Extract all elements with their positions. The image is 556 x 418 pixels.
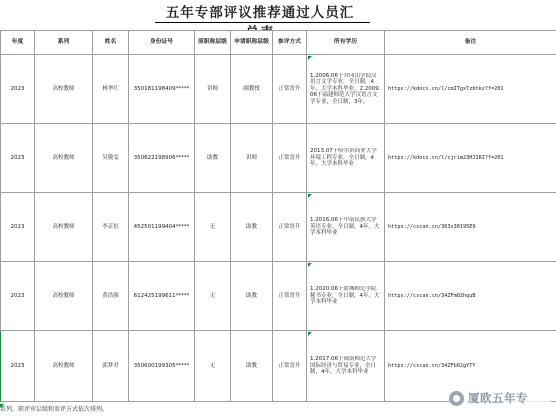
cell-id: 350622198906***** <box>129 124 195 193</box>
cell-year: 2023 <box>1 124 35 193</box>
cell-year: 2023 <box>1 55 35 124</box>
cell-prev-level: 助教 <box>195 124 231 193</box>
cell-note-link[interactable]: https://cscan.cn/34ZFm02hquB <box>385 262 556 331</box>
comment-marker <box>308 332 312 336</box>
cell-year: 2023 <box>1 331 35 402</box>
cell-history <box>307 262 385 331</box>
history-text: 1.2017.06于闽南师范大学国际经济与贸易专业，全日制，4年，大学本科毕业 <box>310 356 377 376</box>
comment-marker <box>308 56 312 60</box>
cell-series: 高校教师 <box>35 124 93 193</box>
header-year: 年度 <box>1 31 35 55</box>
cell-series: 高校教师 <box>35 193 93 262</box>
cell-name: 黄浩强 <box>93 262 129 331</box>
header-note: 备注 <box>385 31 556 55</box>
cell-apply-level: 助教 <box>231 331 273 402</box>
header-method: 参评方式 <box>273 31 307 55</box>
watermark-text: 厦欧五年专 <box>468 391 528 405</box>
cell-history <box>307 331 385 402</box>
header-series: 系列 <box>35 31 93 55</box>
cell-method: 正常晋升 <box>273 55 307 124</box>
cell-note-link[interactable]: https://kdocs.cn/l/cmITgxTzbtkz?f=201 <box>385 55 556 124</box>
comment-marker <box>308 263 312 267</box>
cell-prev-level: 讲师 <box>195 55 231 124</box>
cell-method: 正常晋升 <box>273 331 307 402</box>
header-row <box>1 31 556 55</box>
header-id: 身份证号 <box>129 31 195 55</box>
document-title: 五年专部评议推荐通过人员汇 <box>165 5 355 21</box>
header-name: 姓名 <box>93 31 129 55</box>
cell-history <box>307 193 385 262</box>
cell-year: 2023 <box>1 193 35 262</box>
cell-id: 612425199611***** <box>129 262 195 331</box>
table-row <box>1 124 556 193</box>
header-history: 所有学历 <box>307 31 385 55</box>
cell-name: 李京恒 <box>93 193 129 262</box>
cell-note-link[interactable]: https://cscan.cn/363x30195E9 <box>385 193 556 262</box>
cell-apply-level: 助教 <box>231 262 273 331</box>
cell-note-link[interactable]: https://cscan.cn/34ZFb02gYTY <box>385 331 556 402</box>
cell-year: 2023 <box>1 262 35 331</box>
cell-method: 正常晋升 <box>273 262 307 331</box>
history-text: 1.2006.06于井冈山学院汉语言文学专业，全日制，4年，大学本科毕业。2.2009.06于福建师范大学汉语言文学专业，全日制，3年， <box>310 72 381 105</box>
cell-history <box>307 55 385 124</box>
cell-history <box>307 124 385 193</box>
history-text: 1.2016.06于中南民族大学英语专业，全日制，4年，大学本科毕业 <box>310 217 380 237</box>
table-row <box>1 193 556 262</box>
cell-method: 正常晋升 <box>273 124 307 193</box>
cell-prev-level: 无 <box>195 193 231 262</box>
history-text: 2013.07于哈尔滨商业大学环境工程专业，全日制，4年，大学本科毕业 <box>310 148 377 168</box>
cell-id: 452501199404***** <box>129 193 195 262</box>
watermark <box>449 387 551 409</box>
watermark-logo-icon <box>449 391 464 406</box>
summary-table <box>0 30 556 402</box>
cell-series: 高校教师 <box>35 331 93 402</box>
cell-note-link[interactable]: https://kdocs.cn/l/cjrim23HJIRI?f=201 <box>385 124 556 193</box>
cell-apply-level: 讲师 <box>231 124 273 193</box>
header-apply-level: 申请职称层级 <box>231 31 273 55</box>
cell-prev-level: 无 <box>195 262 231 331</box>
table-row <box>1 262 556 331</box>
cell-series: 高校教师 <box>35 55 93 124</box>
cell-name: 林华红 <box>93 55 129 124</box>
cell-name: 郭梦君 <box>93 331 129 402</box>
cell-name: 吴敬雯 <box>93 124 129 193</box>
cell-id: 350181198409***** <box>129 55 195 124</box>
footer-note: 系列、职评审层级和参评方式依次排列。 <box>0 406 109 413</box>
cell-apply-level: 助教 <box>231 193 273 262</box>
title-underline <box>155 22 370 23</box>
cell-prev-level: 无 <box>195 331 231 402</box>
header-prev-level: 原职称层级 <box>195 31 231 55</box>
comment-marker <box>308 194 312 198</box>
table-row <box>1 55 556 124</box>
cell-id: 350600199305***** <box>129 331 195 402</box>
history-text: 1.2020.06于盐城师范学院秘书专业，全日制，4年，大学本科毕业 <box>310 286 380 306</box>
cell-series: 高校教师 <box>35 262 93 331</box>
cell-method: 正常晋升 <box>273 193 307 262</box>
cell-apply-level: 副教授 <box>231 55 273 124</box>
